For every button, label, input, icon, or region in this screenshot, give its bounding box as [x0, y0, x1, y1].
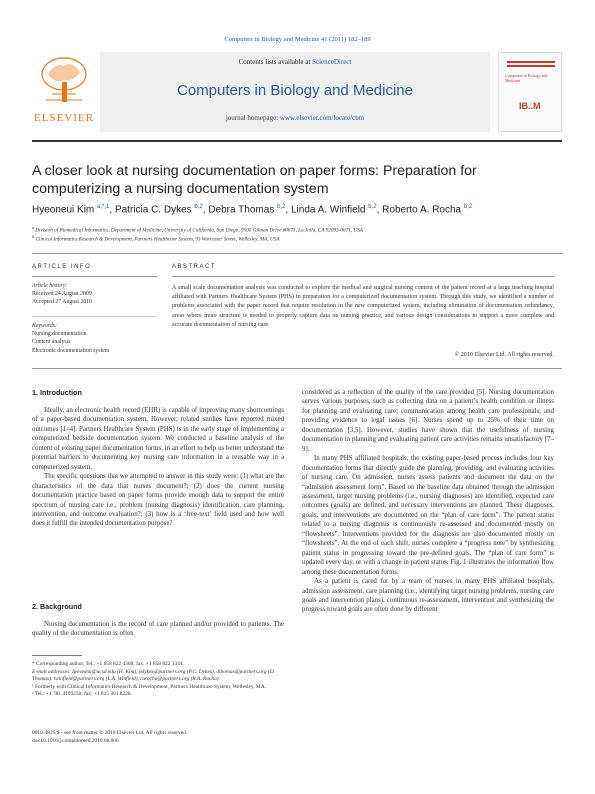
homepage-line [100, 114, 490, 122]
affiliation-text: Clinical Informatics Research & Development, Partners Healthcare System, 93 Worcester Street, Wellesley, MA, USA [35, 236, 280, 243]
running-head[interactable]: Computers in Biology and Medicine 41 (2011) 182–189 [224, 36, 371, 43]
affiliation-a [32, 225, 562, 234]
corresponding-author: * Corresponding author. Tel.: +1 858 822 4368; fax: +1 858 822 3344. [32, 661, 184, 667]
author-name[interactable]: Debra Thomas [208, 204, 275, 216]
title-line-2: computerizing a nursing documentation system [32, 181, 329, 197]
abstract-rule [172, 276, 554, 277]
author-sup[interactable]: a,*,1 [97, 204, 110, 210]
intro-heading: 1. Introduction [32, 388, 82, 397]
elsevier-tree-icon [38, 56, 90, 104]
homepage-prefix: journal homepage: [225, 114, 280, 122]
keyword: Electronic documentation system [32, 347, 110, 354]
footnote-1: ¹ Formerly with Clinical Informatics Research & Development, Partners Healthcare System, Wellesley, MA. [32, 683, 266, 690]
title-line-1: A closer look at nursing documentation on paper forms: Preparation for [32, 163, 477, 179]
publisher-logo [32, 52, 96, 122]
right-paragraph-1: considered as a reflection of the quality of the care provided [5]. Nursing documentation serves various purposes, such as collecting data on a patient’s health condition or illness for planning and evaluating care; communication among health care professionals; and providing evidence to legal issues [6]. Nurses spend up to 25% of their time on documentation [3,5]. However, studies have shown that the usefulness of nursing documentation in planning and evaluating patient care activities remains unsatisfactory [7–9]. [302, 389, 554, 453]
received-date: Received 24 August 2009 [32, 291, 92, 298]
affiliation-rule [32, 253, 562, 254]
accepted-date: Accepted 27 August 2010 [32, 299, 93, 306]
cover-title: Computers in Biology and Medicine [505, 73, 548, 83]
email-addresses[interactable]: E-mail addresses: hyeoneui@ucsd.edu (H. Kim), pdykes@partners.org (P.C. Dykes), dthomas@partners.org (D. Thomas), lwinfield@partners.org (L.A. Winfield), rarocha@partners.org (R.A. Rocha). [32, 668, 275, 683]
history-label: Article history: [32, 283, 68, 289]
affiliation-sup: a [32, 225, 34, 230]
keywords [32, 322, 157, 355]
journal-title: Computers in Biology and Medicine [177, 82, 413, 99]
keywords-rule [32, 316, 157, 317]
abstract-heading: ABSTRACT [172, 264, 217, 270]
right-column-body [302, 388, 554, 615]
affiliation-text: Division of Biomedical Informatics, Department of Medicine, University of California, San Diego, 9500 Gilman Drive #0671, La Jolla, CA 92093-0671, USA [35, 227, 363, 234]
sciencedirect-link[interactable]: ScienceDirect [312, 58, 352, 66]
right-paragraph-2: In many PHS affiliated hospitals, the existing paper-based process includes four key documentation forms that directly guide the planning, providing, and evaluating activities of nursing care. On admission, nurses assess patients and document the data on the “admission assessment form”. Based on the baseline data obtained through the admission assessment, target nursing problems (i.e., nursing diagnoses) are identified, expected care outcomes (goals) are defined, and necessary interventions are planned. These diagnoses, goals, and interventions are documented on the “plan of care form”. The patient status related to a nursing diagnosis is continuously re-assessed and documented mostly on “flowsheets”. Interventions provided for the diagnosis are also documented mostly on “flowsheets”. At the end of each shift, nurses complete a “progress note” by synthesizing patient status in progressing toward the pre-defined goals. The “plan of care form” is updated every day, or with a change in patient status. Fig. 1 illustrates the information flow among these documentation forms. [302, 455, 554, 576]
right-paragraph-3: As a patient is cared for by a team of nurses in many PHS affiliated hospitals, admission assessment, care planning (i.e., identifying target nursing problems, nursing care goals and intervention plans), continuous re-assessment, intervention and synthesizing the progress toward goals are often done by different [302, 578, 554, 614]
keyword: Content analysis [32, 339, 71, 346]
footnote-2: ² Tel.: +1 781 4169258; fax: +1 815 301 8228. [32, 691, 132, 698]
journal-header [32, 52, 562, 132]
header-rule [32, 140, 562, 142]
keyword: Nursing documentation [32, 331, 87, 338]
affiliation-sup: b [32, 234, 35, 239]
author-sup[interactable]: b,2 [368, 204, 377, 210]
journal-banner [100, 52, 490, 132]
footnotes [32, 661, 284, 699]
author-list: Hyeoneui Kim $^{a,*,1}$, Patricia C. Dykes $^{b,2}$, Debra Thomas $^{b,2}$, Linda A. Winfield $^{b,2}$, Roberto A. Rocha $^{b,2}$ [32, 204, 473, 216]
copyright: © 2010 Elsevier Ltd. All rights reserved. [454, 352, 554, 358]
affiliation-b [32, 234, 562, 243]
cover-rule [507, 61, 555, 63]
keywords-label: Keywords: [32, 323, 57, 329]
intro-paragraph-2: The specific questions that we attempted to answer in this study were: (1) what are the characteristics of the data that nurses document?; (2) does the current nursing documentation practice based on paper forms provide enough data to support the entire spectrum of nursing care i.e., problem (nursing diagnosis) identification, care planning, intervention, and outcome evaluation?; (3) how is a ‘free-text’ field used and how well does it fulfill the intended documentation purpose? [32, 473, 284, 528]
author-name[interactable]: Patricia C. Dykes [114, 204, 192, 216]
article-history [32, 282, 157, 307]
journal-cover-thumbnail [498, 52, 562, 132]
cover-rule [507, 65, 555, 67]
background-heading: 2. Background [32, 602, 82, 611]
background-body [32, 620, 284, 639]
author-sup[interactable]: b,2 [194, 204, 203, 210]
author-sup[interactable]: b,2 [277, 204, 286, 210]
homepage-link[interactable]: www.elsevier.com/locate/cbm [279, 114, 365, 122]
intro-p1-text: Ideally, an electronic health record (EHR) is capable of improving many shortcomings of a paper-based documentation system. However, related studies have reported mixed outcomes [1–4]. Partners Healthcare System (PHS) is in the early stage of implementing a computerized bedside documentation system. We conducted a baseline analysis of the content of existing paper documentation forms, in an effort to help us better understand the potential barriers to documenting key nursing care information in a reusable way in a computerized system. [32, 407, 284, 471]
footnote-rule [32, 655, 82, 656]
contents-line [100, 58, 490, 66]
author-name[interactable]: Linda A. Winfield [290, 204, 366, 216]
left-column-body [32, 406, 284, 529]
article-title [32, 162, 562, 198]
contents-prefix: Contents lists available at [238, 58, 313, 66]
background-paragraph-1: Nursing documentation is the record of care planned and/or provided to patients. The quality of the documentation is often [32, 621, 284, 638]
doi-line[interactable]: doi:10.1016/j.compbiomed.2010.08.006 [32, 737, 119, 744]
issn-line: 0010-4825/$ - see front matter © 2010 Elsevier Ltd. All rights reserved. [32, 730, 188, 736]
article-info-rule [32, 276, 157, 277]
publisher-name: ELSEVIER [34, 112, 94, 124]
author-name[interactable]: Roberto A. Rocha [382, 204, 462, 216]
intro-paragraph-1 [32, 406, 284, 472]
front-matter [32, 730, 284, 745]
abstract-bottom-rule [32, 368, 562, 369]
cover-mark: IB..M [519, 101, 541, 111]
article-info-heading: ARTICLE INFO [32, 264, 92, 270]
author-sup[interactable]: b,2 [463, 204, 473, 210]
author-name[interactable]: Hyeoneui Kim [32, 204, 95, 216]
abstract-text: A small scale documentation analysis was conducted to explore the medical and surgical nursing content of the patient record at a large teaching hospital affiliated with Partners Healthcare System (PHS) in preparation for a computerized documentation system. Through this study, we identified a number of problems associated with the paper record that require resolution in the new computerized system, including elimination of documentation redundancy, areas where more structure is needed to properly capture data on nursing practice, and various design considerations to support a more complete and accurate documentation of nursing care. [172, 285, 554, 328]
